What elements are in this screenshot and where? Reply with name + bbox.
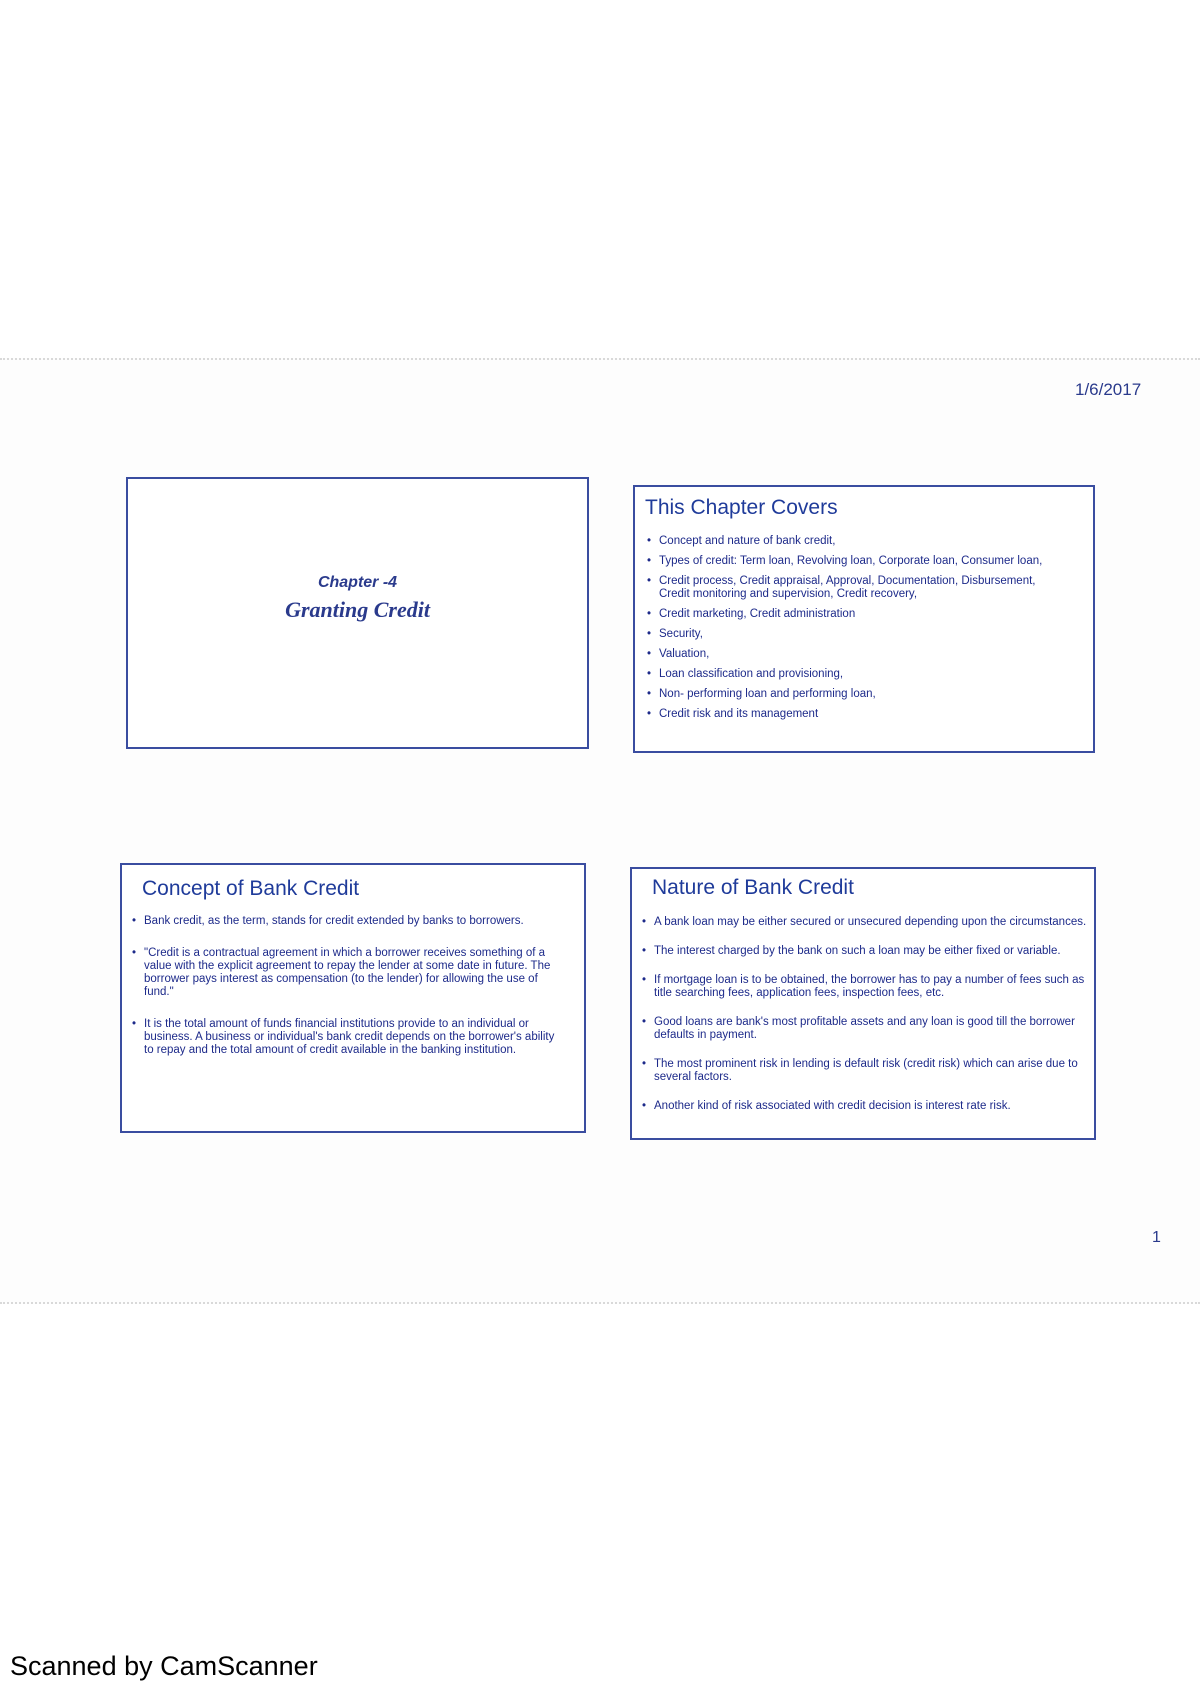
list-item: • Loan classification and provisioning, [647,668,1067,681]
list-item: • Credit process, Credit appraisal, Approval, Documentation, Disbursement, Credit monitoring and supervision, Credit recovery, [647,575,1067,601]
list-item: • A bank loan may be either secured or unsecured depending upon the circumstances. [642,916,1087,929]
slide-chapter-covers [633,485,1095,753]
list-item: • Types of credit: Term loan, Revolving loan, Corporate loan, Consumer loan, [647,555,1067,568]
list-item: • Another kind of risk associated with credit decision is interest rate risk. [642,1100,1087,1113]
list-item: • Concept and nature of bank credit, [647,535,1067,548]
list-item: • The most prominent risk in lending is default risk (credit risk) which can arise due to several factors. [642,1058,1087,1084]
list-item: • It is the total amount of funds financial institutions provide to an individual or business. A business or individual's bank credit depends on the borrower's ability to repay and the total amount of credit available in the banking institution. [132,1018,562,1057]
chapter-title: Granting Credit [285,597,430,622]
slide-nature-of-bank-credit [630,867,1096,1140]
bullet-list [642,916,1087,1129]
slide-heading: Nature of Bank Credit [652,876,854,899]
bullet-list [647,535,1067,728]
list-item: • The interest charged by the bank on such a loan may be either fixed or variable. [642,945,1087,958]
slide-heading: Concept of Bank Credit [142,877,360,900]
slide-title-granting-credit [126,477,589,749]
slide-heading: This Chapter Covers [645,496,838,519]
list-item: • Non- performing loan and performing loan, [647,688,1067,701]
list-item: • If mortgage loan is to be obtained, the borrower has to pay a number of fees such as title searching fees, application fees, inspection fees, etc. [642,974,1087,1000]
scanner-watermark: Scanned by CamScanner [10,1651,318,1681]
list-item: • Good loans are bank's most profitable assets and any loan is good till the borrower defaults in payment. [642,1016,1087,1042]
slide-concept-of-bank-credit [120,863,586,1133]
page-date: 1/6/2017 [1075,380,1142,399]
chapter-number: Chapter -4 [317,574,398,591]
bullet-list [132,915,562,1076]
list-item: • Bank credit, as the term, stands for credit extended by banks to borrowers. [132,915,562,928]
list-item: • "Credit is a contractual agreement in which a borrower receives something of a value with the explicit agreement to repay the lender at some date in future. The borrower pays interest as compensation (to the lender) for allowing the use of fund." [132,947,562,999]
list-item: • Credit risk and its management [647,708,1067,721]
page-number: 1 [1152,1229,1161,1246]
list-item: • Credit marketing, Credit administration [647,608,1067,621]
list-item: • Security, [647,628,1067,641]
list-item: • Valuation, [647,648,1067,661]
